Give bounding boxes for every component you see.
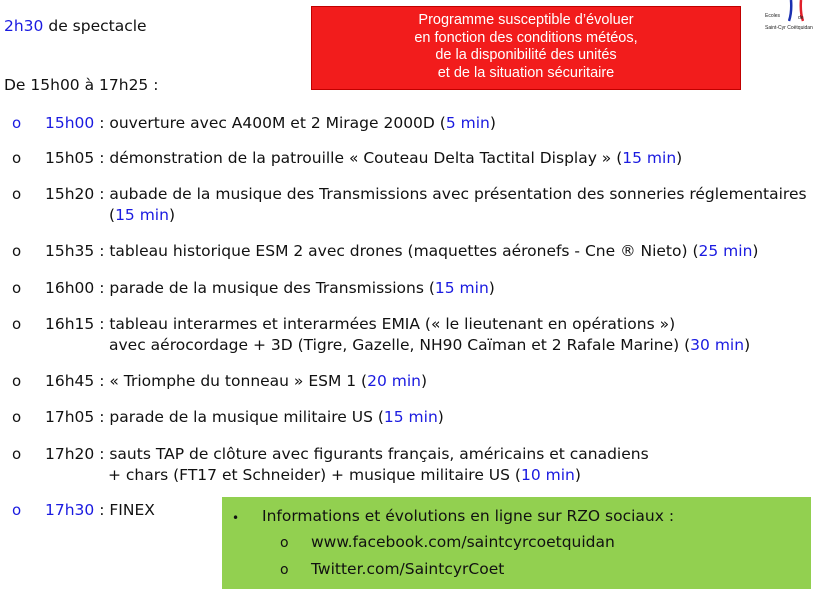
- show-duration: [4, 17, 147, 35]
- list-bullet: o: [12, 185, 22, 203]
- list-bullet: o: [12, 501, 22, 519]
- list-bullet: o: [12, 279, 22, 297]
- list-bullet: o: [12, 114, 22, 132]
- item-time: 17h20: [45, 445, 95, 463]
- social-media-info-box: [222, 497, 811, 589]
- item-text: : ouverture avec A400M et 2 Mirage 2000D (: [94, 114, 446, 132]
- list-bullet: o: [12, 242, 22, 260]
- logo-text-line3: Saint-Cyr Coëtquidan: [765, 25, 813, 31]
- item-time: 15h35: [45, 242, 95, 260]
- twitter-link[interactable]: Twitter.com/SaintcyrCoet: [311, 560, 505, 578]
- item-duration: 30 min: [690, 336, 745, 354]
- list-bullet: o: [12, 445, 22, 463]
- alert-line: Programme susceptible d’évoluer: [418, 12, 634, 28]
- item-duration: 20 min: [367, 372, 421, 390]
- item-duration: 25 min: [698, 242, 753, 260]
- info-sub-bullet: o: [280, 535, 289, 551]
- school-logo: [762, 0, 820, 34]
- duration-suffix: de spectacle: [43, 17, 147, 35]
- list-bullet: o: [12, 408, 22, 426]
- item-duration: 10 min: [520, 466, 575, 484]
- logo-text-line1: Ecoles: [765, 13, 781, 19]
- alert-line: et de la situation sécuritaire: [437, 64, 615, 81]
- item-time: 15h00: [45, 114, 95, 132]
- logo-text-line2: de: [798, 15, 804, 21]
- item-time: 17h05: [45, 408, 95, 426]
- item-text: : tableau interarmes et interarmées EMIA (« le lieutenant en opérations »): [94, 315, 676, 333]
- item-time: 17h30: [45, 501, 95, 519]
- list-bullet: o: [12, 372, 22, 390]
- list-bullet: o: [12, 315, 22, 333]
- item-time: 16h00: [45, 279, 95, 297]
- time-range-heading: De 15h00 à 17h25 :: [4, 76, 159, 94]
- alert-line: en fonction des conditions météos,: [414, 29, 638, 46]
- item-text: : sauts TAP de clôture avec figurants français, américains et canadiens: [94, 445, 649, 463]
- duration-value: 2h30: [4, 17, 44, 35]
- info-title: Informations et évolutions en ligne sur RZO sociaux :: [262, 507, 675, 525]
- item-text: : tableau historique ESM 2 avec drones (maquettes aéronefs - Cne ® Nieto) (: [94, 242, 699, 260]
- item-duration: 5 min: [445, 114, 490, 132]
- facebook-link[interactable]: www.facebook.com/saintcyrcoetquidan: [311, 533, 615, 551]
- item-duration: 15 min: [115, 206, 169, 224]
- item-text: : parade de la musique des Transmissions (: [94, 279, 435, 297]
- item-text: : démonstration de la patrouille « Couteau Delta Tactital Display » (: [94, 149, 623, 167]
- item-time: 15h05: [45, 149, 95, 167]
- item-text: : « Triomphe du tonneau » ESM 1 (: [94, 372, 368, 390]
- info-bullet: •: [232, 511, 240, 525]
- info-sub-bullet: o: [280, 562, 289, 578]
- alert-line: de la disponibilité des unités: [435, 47, 617, 63]
- item-text: : aubade de la musique des Transmissions avec présentation des sonneries réglementaires: [94, 185, 807, 203]
- weather-alert-box: [311, 6, 741, 90]
- item-time: 15h20: [45, 185, 95, 203]
- item-time: 16h45: [45, 372, 95, 390]
- item-time: 16h15: [45, 315, 95, 333]
- item-duration: 15 min: [622, 149, 677, 167]
- item-duration: 15 min: [434, 279, 489, 297]
- list-bullet: o: [12, 149, 22, 167]
- item-duration: 15 min: [383, 408, 438, 426]
- item-text: : FINEX: [94, 501, 155, 519]
- item-text: : parade de la musique militaire US (: [94, 408, 384, 426]
